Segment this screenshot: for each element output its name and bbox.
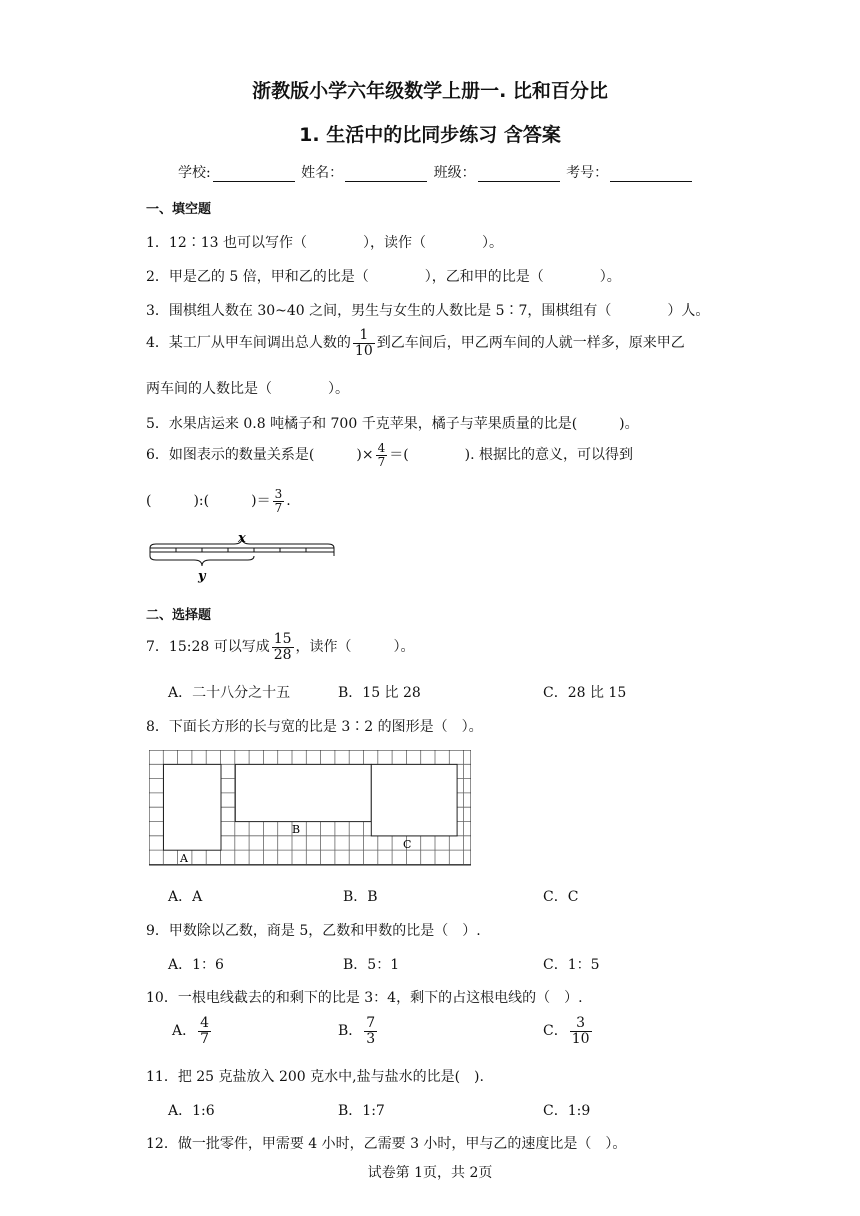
q8-option-b[interactable]: B．B: [343, 889, 378, 905]
q11-option-a[interactable]: A．1:6: [168, 1103, 215, 1119]
rect-b: [235, 764, 371, 821]
fraction: $\frac{7}{3}$: [366, 1015, 376, 1047]
label-y: y: [198, 569, 206, 584]
q7-option-c[interactable]: C．28 比 15: [543, 685, 627, 701]
page-footer: 试卷第 1页，共 2页: [367, 1165, 493, 1181]
question-4-line2: 两车间的人数比是（ ）。: [146, 381, 349, 397]
grid-label-b: B: [292, 823, 301, 836]
question-3: 3．围棋组人数在 30~40 之间，男生与女生的人数比是 5∶7，围棋组有（ ）人。: [146, 303, 710, 319]
question-4: 4．某工厂从甲车间调出总人数的 $\frac{1}{10}$ 到乙车间后，甲乙两车间的人就一样多，原来甲乙: [146, 327, 685, 359]
q9-option-c[interactable]: C．1：5: [543, 957, 600, 973]
q8-option-c[interactable]: C．C: [543, 889, 579, 905]
q10-option-b[interactable]: B． $\frac{7}{3}$: [338, 1015, 376, 1047]
section-fill-in: 一、填空题: [146, 202, 212, 217]
q9-option-b[interactable]: B．5：1: [343, 957, 400, 973]
section-choice: 二、选择题: [146, 608, 212, 623]
q8-option-a[interactable]: A．A: [168, 889, 203, 905]
fraction: $\frac{4}{7}$: [377, 441, 386, 469]
grid-label-a: A: [180, 852, 188, 865]
question-6-line2: ( ):( )＝ $\frac{3}{7}$ .: [146, 487, 291, 515]
q11-option-c[interactable]: C．1:9: [543, 1103, 591, 1119]
question-6: 6．如图表示的数量关系是( )× $\frac{4}{7}$ ＝( ). 根据比的意义，可以得到: [146, 441, 634, 469]
grid-figure: [149, 750, 471, 866]
q10-option-a[interactable]: A． $\frac{4}{7}$: [172, 1015, 210, 1047]
title-line2: 1. 生活中的比同步练习 含答案: [299, 124, 561, 146]
question-5: 5．水果店运来 0.8 吨橘子和 700 千克苹果，橘子与苹果质量的比是( )。: [146, 416, 639, 432]
question-2: 2．甲是乙的 5 倍，甲和乙的比是（ ），乙和甲的比是（ ）。: [146, 269, 621, 285]
examno-blank: [610, 167, 692, 182]
fraction: $\frac{3}{10}$: [571, 1015, 590, 1047]
question-12: 12．做一批零件，甲需要 4 小时，乙需要 3 小时，甲与乙的速度比是（ ）。: [146, 1136, 627, 1152]
rect-c: [371, 764, 457, 836]
question-9: 9．甲数除以乙数，商是 5，乙数和甲数的比是（ ）.: [146, 923, 481, 939]
q11-option-b[interactable]: B．1:7: [338, 1103, 385, 1119]
segment-diagram: [146, 530, 338, 586]
question-10: 10．一根电线截去的和剩下的比是 3：4，剩下的占这根电线的（ ）.: [146, 990, 583, 1006]
title-line1: 浙教版小学六年级数学上册一. 比和百分比: [252, 80, 608, 102]
q7-option-b[interactable]: B．15 比 28: [338, 685, 421, 701]
q10-option-c[interactable]: C． $\frac{3}{10}$: [543, 1015, 590, 1047]
school-blank: [213, 167, 295, 182]
q9-option-a[interactable]: A．1：6: [168, 957, 224, 973]
grid-label-c: C: [403, 838, 412, 851]
school-label: 学校:: [178, 165, 211, 181]
fraction: $\frac{4}{7}$: [200, 1015, 210, 1047]
label-x: x: [238, 531, 246, 546]
question-7: 7．15:28 可以写成 $\frac{15}{28}$ ，读作（ ）。: [146, 631, 415, 663]
question-8: 8．下面长方形的长与宽的比是 3∶2 的图形是（ ）。: [146, 719, 483, 735]
name-blank: [345, 167, 427, 182]
name-label: 姓名：: [301, 165, 344, 181]
q7-option-a[interactable]: A．二十八分之十五: [168, 685, 291, 701]
fraction: $\frac{3}{7}$: [274, 487, 283, 515]
class-label: 班级：: [433, 165, 476, 181]
rect-a: [164, 764, 222, 850]
class-blank: [478, 167, 560, 182]
examno-label: 考号：: [566, 165, 609, 181]
info-line: [178, 162, 694, 182]
question-1: 1．12∶13 也可以写作（ ），读作（ ）。: [146, 235, 503, 251]
question-11: 11．把 25 克盐放入 200 克水中,盐与盐水的比是( ).: [146, 1069, 484, 1085]
fraction: $\frac{1}{10}$: [354, 327, 373, 359]
fraction: $\frac{15}{28}$: [273, 631, 292, 663]
